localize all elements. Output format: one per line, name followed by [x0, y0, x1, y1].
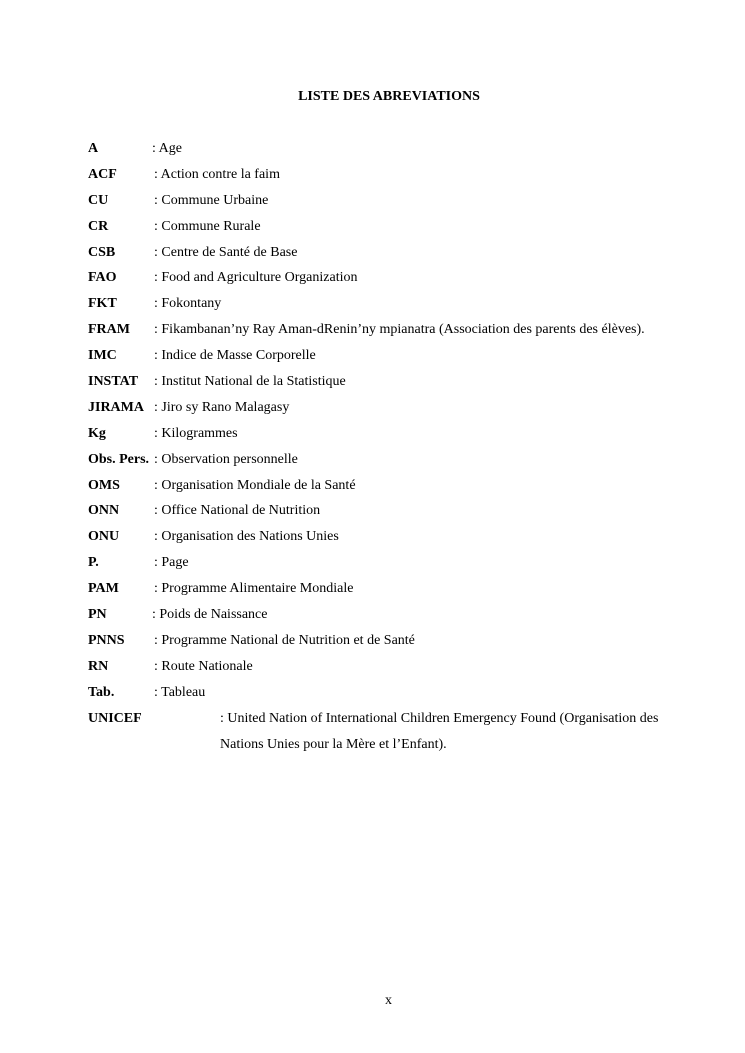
abbreviation-definition: : Route Nationale	[154, 658, 253, 674]
abbreviation-definition: : Kilogrammes	[154, 425, 238, 441]
abbreviation-definition: : Page	[154, 555, 189, 571]
abbreviation-term: FAO	[88, 270, 117, 286]
page-number: x	[385, 993, 392, 1008]
abbreviation-row	[88, 658, 728, 684]
abbreviation-definition: : Organisation des Nations Unies	[154, 529, 339, 545]
abbreviation-term: Obs. Pers.	[88, 451, 150, 467]
abbreviation-definition: : Food and Agriculture Organization	[154, 270, 358, 286]
abbreviation-term: CSB	[88, 244, 116, 260]
abbreviation-definition: : Jiro sy Rano Malagasy	[154, 399, 290, 415]
abbreviation-row	[88, 166, 728, 192]
abbreviation-row	[88, 373, 728, 399]
abbreviation-row	[88, 321, 728, 347]
abbreviation-term: PN	[88, 607, 107, 623]
abbreviation-row	[88, 554, 728, 580]
abbreviation-definition: : Fokontany	[154, 296, 222, 312]
page-title: LISTE DES ABREVIATIONS	[298, 89, 480, 104]
abbreviation-term: ONU	[88, 529, 120, 545]
abbreviation-row	[88, 425, 728, 451]
abbreviation-row	[88, 244, 728, 270]
abbreviation-term: A	[88, 141, 99, 156]
abbreviation-row	[88, 451, 728, 477]
abbreviation-row	[88, 192, 728, 218]
abbreviation-definition: : Fikambanan’ny Ray Aman-dRenin’ny mpianatra (Association des parents des élèves).	[154, 322, 645, 338]
abbreviation-list	[88, 140, 728, 762]
abbreviation-row	[88, 140, 728, 166]
abbreviation-term: ONN	[88, 503, 120, 519]
abbreviation-row	[88, 399, 728, 425]
abbreviation-definition: : Action contre la faim	[154, 166, 280, 182]
abbreviation-row	[88, 218, 728, 244]
abbreviation-term: FRAM	[88, 322, 130, 338]
abbreviation-term: OMS	[88, 477, 120, 493]
abbreviation-definition: : United Nation of International Children Emergency Found (Organisation des Nations Unies pour la Mère et l’Enfant).	[220, 710, 659, 752]
abbreviation-term: INSTAT	[88, 374, 139, 390]
abbreviation-definition: : Age	[152, 141, 182, 156]
abbreviation-term: ACF	[88, 166, 117, 182]
abbreviation-definition: : Office National de Nutrition	[154, 503, 321, 519]
abbreviation-definition: : Indice de Masse Corporelle	[154, 348, 316, 364]
abbreviation-row	[88, 528, 728, 554]
abbreviation-row	[88, 710, 728, 762]
abbreviation-term: CR	[88, 218, 109, 234]
abbreviation-term: CU	[88, 192, 109, 208]
abbreviation-term: JIRAMA	[88, 399, 144, 415]
abbreviation-row	[88, 295, 728, 321]
abbreviation-row	[88, 502, 728, 528]
abbreviation-definition: : Organisation Mondiale de la Santé	[154, 477, 356, 493]
abbreviation-term: FKT	[88, 296, 117, 312]
abbreviation-definition: : Observation personnelle	[154, 451, 298, 467]
abbreviation-term: PAM	[88, 581, 119, 597]
abbreviation-term: IMC	[88, 348, 117, 364]
abbreviation-row	[88, 580, 728, 606]
abbreviation-row	[88, 347, 728, 373]
abbreviation-definition: : Programme National de Nutrition et de Santé	[154, 632, 415, 648]
abbreviation-definition: : Programme Alimentaire Mondiale	[154, 581, 354, 597]
abbreviation-definition: : Commune Urbaine	[154, 192, 269, 208]
abbreviation-definition: : Commune Rurale	[154, 218, 261, 234]
abbreviation-row	[88, 606, 728, 632]
abbreviation-definition: : Tableau	[154, 684, 206, 700]
abbreviation-term: UNICEF	[88, 710, 142, 726]
abbreviation-term: PNNS	[88, 632, 125, 648]
abbreviation-row	[88, 269, 728, 295]
abbreviation-term: Kg	[88, 425, 106, 441]
abbreviation-term: P.	[88, 555, 99, 571]
abbreviation-definition: : Centre de Santé de Base	[154, 244, 298, 260]
abbreviation-term: Tab.	[88, 684, 115, 700]
abbreviation-term: RN	[88, 658, 109, 674]
abbreviation-definition: : Poids de Naissance	[152, 607, 268, 623]
abbreviation-row	[88, 632, 728, 658]
abbreviation-definition: : Institut National de la Statistique	[154, 374, 346, 390]
abbreviation-row	[88, 477, 728, 503]
